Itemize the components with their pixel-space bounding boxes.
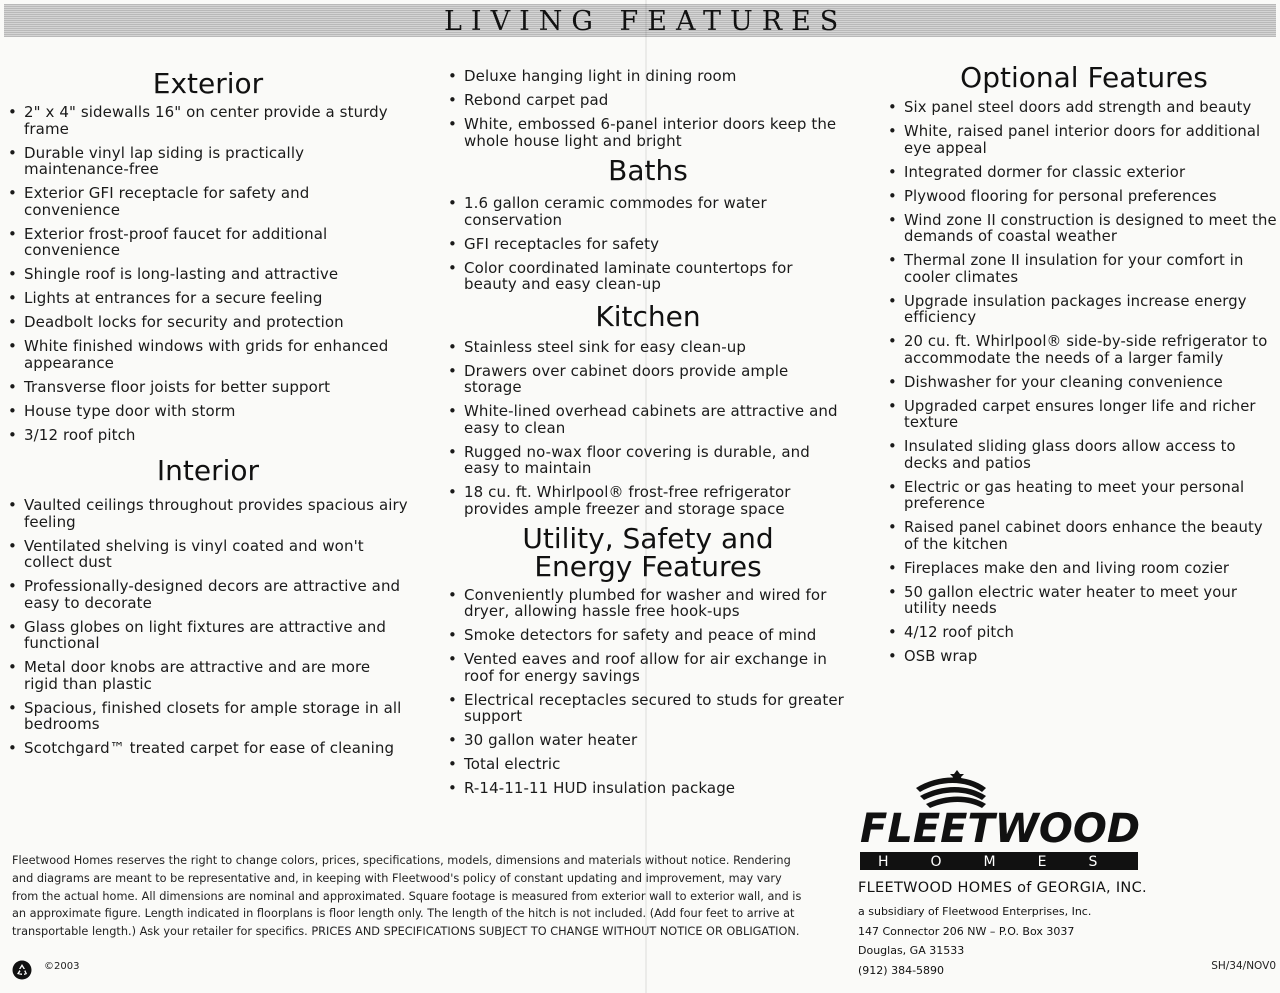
feature-item: • Upgraded carpet ensures longer life and richer texture — [888, 399, 1280, 432]
feature-item: • Six panel steel doors add strength and beauty — [888, 100, 1280, 117]
feature-item: • Fireplaces make den and living room cozier — [888, 561, 1280, 578]
page-title: LIVING FEATURES — [444, 6, 848, 37]
company-address — [858, 902, 1091, 980]
feature-item: • Thermal zone II insulation for your comfort in cooler climates — [888, 253, 1280, 286]
feature-item: • Conveniently plumbed for washer and wired for dryer, allowing hassle free hook-ups — [448, 587, 848, 620]
feature-item: • Metal door knobs are attractive and are more rigid than plastic — [8, 659, 408, 692]
document-code: SH/34/NOV0 — [1211, 960, 1276, 972]
feature-item: • Rebond carpet pad — [448, 92, 848, 109]
feature-item: • 30 gallon water heater — [448, 732, 848, 749]
feature-item: • Dishwasher for your cleaning convenience — [888, 375, 1280, 392]
feature-item: • Vaulted ceilings throughout provides spacious airy feeling — [8, 497, 408, 530]
address-line: a subsidiary of Fleetwood Enterprises, Inc. — [858, 905, 1092, 918]
feature-item: • Electrical receptacles secured to studs for greater support — [448, 692, 848, 725]
company-name: FLEETWOOD HOMES of GEORGIA, INC. — [858, 880, 1147, 896]
interior-list — [8, 497, 408, 757]
feature-item: • Durable vinyl lap siding is practically maintenance-free — [8, 145, 408, 178]
feature-item: • Scotchgard™ treated carpet for ease of cleaning — [8, 740, 408, 757]
feature-item: • 3/12 roof pitch — [8, 427, 408, 444]
feature-item: • Electric or gas heating to meet your personal preference — [888, 480, 1280, 513]
section-title-utility-line2: Energy Features — [534, 549, 762, 583]
recycle-icon — [12, 960, 32, 980]
copyright: ©2003 — [44, 961, 80, 972]
feature-item: • Total electric — [448, 756, 848, 773]
feature-item: • Wind zone II construction is designed to meet the demands of coastal weather — [888, 213, 1280, 246]
feature-item: • Vented eaves and roof allow for air exchange in roof for energy savings — [448, 651, 848, 684]
feature-item: • Exterior frost-proof faucet for additional convenience — [8, 226, 408, 259]
phone-number: (912) 384-5890 — [858, 963, 945, 977]
feature-item: • White-lined overhead cabinets are attractive and easy to clean — [448, 403, 848, 436]
interior-continued-list — [448, 68, 848, 149]
feature-item: • Upgrade insulation packages increase energy efficiency — [888, 294, 1280, 327]
feature-item: • 18 cu. ft. Whirlpool® frost-free refrigerator provides ample freezer and storage space — [448, 484, 848, 517]
exterior-list — [8, 104, 408, 443]
feature-item: • Ventilated shelving is vinyl coated and won't collect dust — [8, 538, 408, 571]
feature-item: • OSB wrap — [888, 649, 1280, 666]
feature-item: • Lights at entrances for a secure feeling — [8, 290, 408, 307]
feature-item: • White, raised panel interior doors for additional eye appeal — [888, 124, 1280, 157]
section-title-interior: Interior — [156, 454, 260, 487]
feature-item: • White finished windows with grids for enhanced appearance — [8, 338, 408, 371]
address-line: 147 Connector 206 NW – P.O. Box 3037 — [858, 924, 1075, 938]
column-middle — [448, 68, 848, 804]
feature-item: • GFI receptacles for safety — [448, 236, 848, 253]
optional-list — [888, 100, 1280, 666]
logo-subword: HOMES — [878, 854, 1140, 870]
flag-wave-icon — [916, 770, 986, 808]
address-line: Douglas, GA 31533 — [858, 944, 965, 957]
section-title-baths: Baths — [608, 154, 688, 187]
kitchen-list — [448, 339, 848, 518]
feature-item: • Transverse floor joists for better support — [8, 379, 408, 396]
feature-item: • Stainless steel sink for easy clean-up — [448, 339, 848, 356]
utility-list — [448, 587, 848, 797]
fleetwood-logo — [858, 770, 1148, 876]
feature-item: • Deadbolt locks for security and protection — [8, 314, 408, 331]
feature-item: • Spacious, finished closets for ample storage in all bedrooms — [8, 700, 408, 733]
feature-item: • Deluxe hanging light in dining room — [448, 68, 848, 85]
feature-item: • Color coordinated laminate countertops for beauty and easy clean-up — [448, 260, 848, 293]
feature-item: • 2" x 4" sidewalls 16" on center provide a sturdy frame — [8, 104, 408, 137]
feature-item: • House type door with storm — [8, 403, 408, 420]
feature-item: • Professionally-designed decors are attractive and easy to decorate — [8, 578, 408, 611]
feature-item: • 4/12 roof pitch — [888, 625, 1280, 642]
baths-list — [448, 195, 848, 293]
feature-item: • 1.6 gallon ceramic commodes for water conservation — [448, 195, 848, 228]
section-title-utility — [448, 521, 848, 583]
feature-item: • Exterior GFI receptacle for safety and convenience — [8, 185, 408, 218]
feature-item: • White, embossed 6-panel interior doors keep the whole house light and bright — [448, 116, 848, 149]
feature-item: • Drawers over cabinet doors provide ample storage — [448, 363, 848, 396]
feature-item: • Plywood flooring for personal preferences — [888, 189, 1280, 206]
column-right — [888, 61, 1280, 673]
section-title-exterior: Exterior — [152, 67, 264, 100]
feature-item: • Integrated dormer for classic exterior — [888, 165, 1280, 182]
section-title-kitchen: Kitchen — [595, 299, 701, 333]
feature-item: • Glass globes on light fixtures are attractive and functional — [8, 619, 408, 652]
section-title-utility-line1: Utility, Safety and — [522, 521, 774, 555]
feature-item: • Raised panel cabinet doors enhance the beauty of the kitchen — [888, 520, 1280, 553]
feature-item: • Smoke detectors for safety and peace of mind — [448, 627, 848, 644]
section-title-optional: Optional Features — [960, 61, 1208, 94]
feature-item: • 50 gallon electric water heater to meet your utility needs — [888, 585, 1280, 618]
feature-item: • Insulated sliding glass doors allow access to decks and patios — [888, 439, 1280, 472]
column-left — [8, 67, 408, 764]
feature-item: • Shingle roof is long-lasting and attractive — [8, 266, 408, 283]
feature-item: • Rugged no-wax floor covering is durable, and easy to maintain — [448, 444, 848, 477]
disclaimer-text: Fleetwood Homes reserves the right to change colors, prices, specifications, models, dimensions and materials without notice. Rendering and diagrams are meant to be representative and, in keeping with Fleetwood's policy of constant updating and improvement, may vary from the actual home. All dimensions are nominal and approximated. Square footage is measured from exterior wall to exterior wall, and is an approximate figure. Length indicated in floorplans is floor length only. The length of the hitch is not included. (Add four feet to arrive at transportable length.) Ask your retailer for specifics. PRICES AND SPECIFICATIONS SUBJECT TO CHANGE WITHOUT NOTICE OR OBLIGATION. — [12, 854, 802, 939]
feature-item: • R-14-11-11 HUD insulation package — [448, 780, 848, 797]
header-banner — [4, 4, 1276, 37]
logo-wordmark: FLEETWOOD — [860, 806, 1141, 852]
feature-item: • 20 cu. ft. Whirlpool® side-by-side refrigerator to accommodate the needs of a larger family — [888, 334, 1280, 367]
